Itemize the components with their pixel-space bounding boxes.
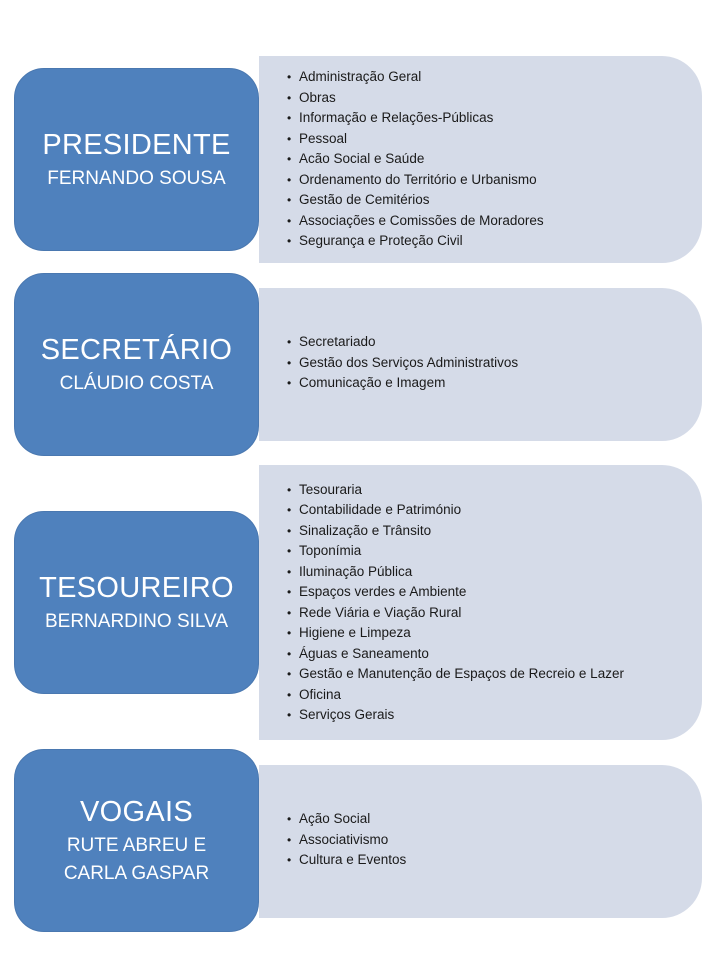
list-item: • Tesouraria bbox=[287, 480, 624, 501]
bullet-icon: • bbox=[287, 626, 292, 640]
list-item: • Gestão dos Serviços Administrativos bbox=[287, 353, 518, 374]
bullet-icon: • bbox=[287, 355, 292, 370]
bullet-icon: • bbox=[287, 564, 292, 579]
list-item: • Espaços verdes e Ambiente bbox=[287, 582, 624, 603]
bullet-icon: • bbox=[287, 335, 292, 349]
list-item: • Sinalização e Trânsito bbox=[287, 521, 624, 542]
bullet-icon: • bbox=[287, 172, 292, 187]
responsibilities-panel-secretario bbox=[259, 288, 702, 441]
bullet-icon: • bbox=[287, 152, 292, 167]
bullet-icon: • bbox=[287, 111, 292, 126]
list-item: • Gestão de Cemitérios bbox=[287, 190, 544, 211]
list-item: • Segurança e Proteção Civil bbox=[287, 231, 544, 252]
role-box-tesoureiro bbox=[14, 511, 259, 694]
bullet-icon: • bbox=[287, 708, 292, 722]
list-item: • Ordenamento do Território e Urbanismo bbox=[287, 170, 544, 191]
responsibilities-list bbox=[287, 765, 406, 918]
role-box-vogais bbox=[14, 749, 259, 932]
bullet-icon: • bbox=[287, 585, 292, 599]
bullet-icon: • bbox=[287, 376, 292, 390]
member-name: BERNARDINO SILVA bbox=[44, 610, 228, 632]
list-item: • Serviços Gerais bbox=[287, 705, 624, 726]
list-item: • Obras bbox=[287, 88, 544, 109]
bullet-icon: • bbox=[287, 131, 292, 146]
role-title: SECRETÁRIO bbox=[40, 333, 233, 366]
responsibilities-panel-presidente bbox=[259, 56, 702, 263]
list-item: • Comunicação e Imagem bbox=[287, 373, 518, 394]
bullet-icon: • bbox=[287, 544, 292, 558]
bullet-icon: • bbox=[287, 213, 292, 228]
bullet-icon: • bbox=[287, 193, 292, 208]
list-item: • Higiene e Limpeza bbox=[287, 623, 624, 644]
list-item: • Rede Viária e Viação Rural bbox=[287, 603, 624, 624]
list-item: • Associações e Comissões de Moradores bbox=[287, 211, 544, 232]
bullet-icon: • bbox=[287, 687, 292, 702]
list-item: • Águas e Saneamento bbox=[287, 644, 624, 665]
list-item: • Gestão e Manutenção de Espaços de Recreio e Lazer bbox=[287, 664, 624, 685]
responsibilities-panel-tesoureiro bbox=[259, 465, 702, 740]
list-item: • Iluminação Pública bbox=[287, 562, 624, 583]
list-item: • Acão Social e Saúde bbox=[287, 149, 544, 170]
bullet-icon: • bbox=[287, 90, 292, 105]
list-item: • Toponímia bbox=[287, 541, 624, 562]
bullet-icon: • bbox=[287, 234, 292, 249]
role-title: PRESIDENTE bbox=[42, 128, 231, 161]
role-title: TESOUREIRO bbox=[39, 571, 234, 604]
role-box-presidente bbox=[14, 68, 259, 251]
bullet-icon: • bbox=[287, 667, 292, 681]
role-box-secretario bbox=[14, 273, 259, 456]
list-item: • Associativismo bbox=[287, 830, 406, 851]
bullet-icon: • bbox=[287, 70, 292, 85]
member-name: CLÁUDIO COSTA bbox=[59, 372, 214, 394]
responsibilities-list bbox=[287, 56, 544, 263]
role-title: VOGAIS bbox=[80, 795, 193, 828]
member-name: RUTE ABREU E CARLA GASPAR bbox=[63, 834, 210, 884]
responsibilities-panel-vogais bbox=[259, 765, 702, 918]
member-name: FERNANDO SOUSA bbox=[47, 167, 226, 189]
bullet-icon: • bbox=[287, 812, 292, 826]
bullet-icon: • bbox=[287, 646, 292, 661]
list-item: • Contabilidade e Património bbox=[287, 500, 624, 521]
list-item: • Secretariado bbox=[287, 332, 518, 353]
list-item: • Ação Social bbox=[287, 809, 406, 830]
bullet-icon: • bbox=[287, 853, 292, 867]
list-item: • Cultura e Eventos bbox=[287, 850, 406, 871]
list-item: • Pessoal bbox=[287, 129, 544, 150]
responsibilities-list bbox=[287, 288, 518, 441]
bullet-icon: • bbox=[287, 832, 292, 847]
bullet-icon: • bbox=[287, 605, 292, 620]
bullet-icon: • bbox=[287, 503, 292, 517]
bullet-icon: • bbox=[287, 482, 292, 497]
bullet-icon: • bbox=[287, 523, 292, 538]
list-item: • Administração Geral bbox=[287, 67, 544, 88]
list-item: • Informação e Relações-Públicas bbox=[287, 108, 544, 129]
list-item: • Oficina bbox=[287, 685, 624, 706]
responsibilities-list bbox=[287, 465, 624, 740]
